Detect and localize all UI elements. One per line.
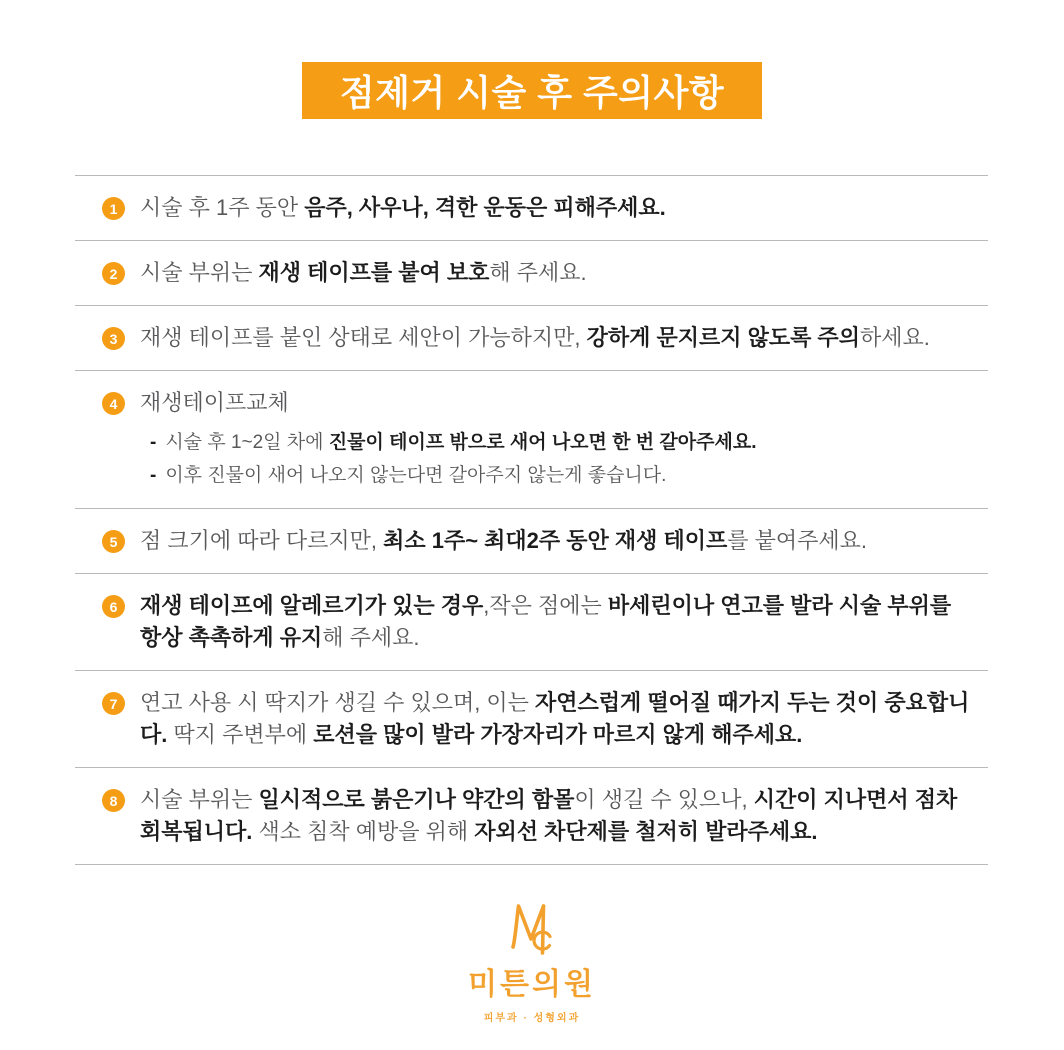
item-text [140, 525, 867, 557]
instruction-row [75, 176, 988, 241]
item-text [140, 687, 970, 751]
item-number-badge: 3 [102, 327, 125, 350]
text-segment: 하세요. [859, 325, 930, 350]
text-segment: ,작은 점에는 [483, 593, 608, 618]
item-number-badge: 4 [102, 392, 125, 415]
text-segment: 를 붙여주세요. [727, 528, 868, 553]
text-segment: 강하게 문지르지 않도록 주의 [586, 325, 860, 350]
text-segment: 재생 테이프를 붙여 보호 [258, 260, 490, 285]
item-number-badge: 2 [102, 262, 125, 285]
instruction-row [75, 241, 988, 306]
text-segment: 연고 사용 시 딱지가 생길 수 있으며, 이는 [140, 690, 536, 715]
text-segment: 일시적으로 붉은기나 약간의 함몰 [258, 787, 575, 812]
instruction-row [75, 671, 988, 768]
item-text [140, 192, 666, 224]
text-segment: 진물이 테이프 밖으로 새어 나오면 한 번 갈아주세요. [328, 432, 757, 453]
instruction-row [75, 574, 988, 671]
text-segment: 시술 부위는 [140, 787, 259, 812]
sub-instruction [140, 459, 756, 492]
instruction-row [75, 371, 988, 509]
item-number-badge: 6 [102, 595, 125, 618]
text-segment: 재생테이프교체 [140, 390, 289, 415]
text-segment: 재생 테이프를 붙인 상태로 세안이 가능하지만, [140, 325, 587, 350]
item-text [140, 784, 970, 848]
clinic-specialty: 피부과 · 성형외과 [483, 1013, 581, 1024]
text-segment: 최소 1주~ 최대2주 동안 재생 테이프 [383, 528, 728, 553]
text-segment: 해 주세요. [322, 625, 420, 650]
item-text [140, 387, 756, 419]
text-segment: 자외선 차단제를 철저히 발라주세요. [474, 819, 818, 844]
clinic-name: 미튼의원 [468, 968, 596, 1001]
instruction-row [75, 306, 988, 371]
instruction-row [75, 768, 988, 865]
item-number-badge: 5 [102, 530, 125, 553]
text-segment: 시술 후 1주 동안 [140, 195, 305, 220]
text-segment: 이후 진물이 새어 나오지 않는다면 갈아주지 않는게 좋습니다. [165, 465, 667, 486]
item-text [140, 590, 970, 654]
item-number-badge: 1 [102, 197, 125, 220]
item-number-badge: 8 [102, 789, 125, 812]
instructions-list [75, 175, 988, 865]
item-text [140, 257, 587, 289]
dash-bullet: - [150, 432, 157, 453]
text-segment: 바세린이나 연고를 발라 시술 부위를 항상 촉촉하게 유지 [140, 593, 952, 650]
text-segment: 시술 부위는 [140, 260, 259, 285]
text-segment: 이 생길 수 있으나, [574, 787, 754, 812]
text-segment: 점 크기에 따라 다르지만, [140, 528, 384, 553]
dash-bullet: - [150, 465, 157, 486]
clinic-monogram-icon [501, 895, 563, 957]
text-segment: 로션을 많이 발라 가장자리가 마르지 않게 해주세요. [313, 722, 803, 747]
text-segment: 자연스럽게 떨어질 때가지 두는 것이 중요합니다. [140, 690, 970, 747]
text-segment: 시간이 지나면서 점차 회복됩니다. [140, 787, 958, 844]
clinic-logo [0, 895, 1064, 1024]
text-segment: 음주, 사우나, 격한 운동은 피해주세요. [304, 195, 666, 220]
page-title: 점제거 시술 후 주의사항 [302, 62, 762, 119]
item-number-badge: 7 [102, 692, 125, 715]
text-segment: 시술 후 1~2일 차에 [165, 432, 329, 453]
text-segment: 해 주세요. [489, 260, 587, 285]
sub-instruction [140, 426, 756, 459]
text-segment: 재생 테이프에 알레르기가 있는 경우 [140, 593, 484, 618]
text-segment: 색소 침착 예방을 위해 [252, 819, 475, 844]
instruction-row [75, 509, 988, 574]
text-segment: 딱지 주변부에 [167, 722, 314, 747]
item-text [140, 322, 930, 354]
